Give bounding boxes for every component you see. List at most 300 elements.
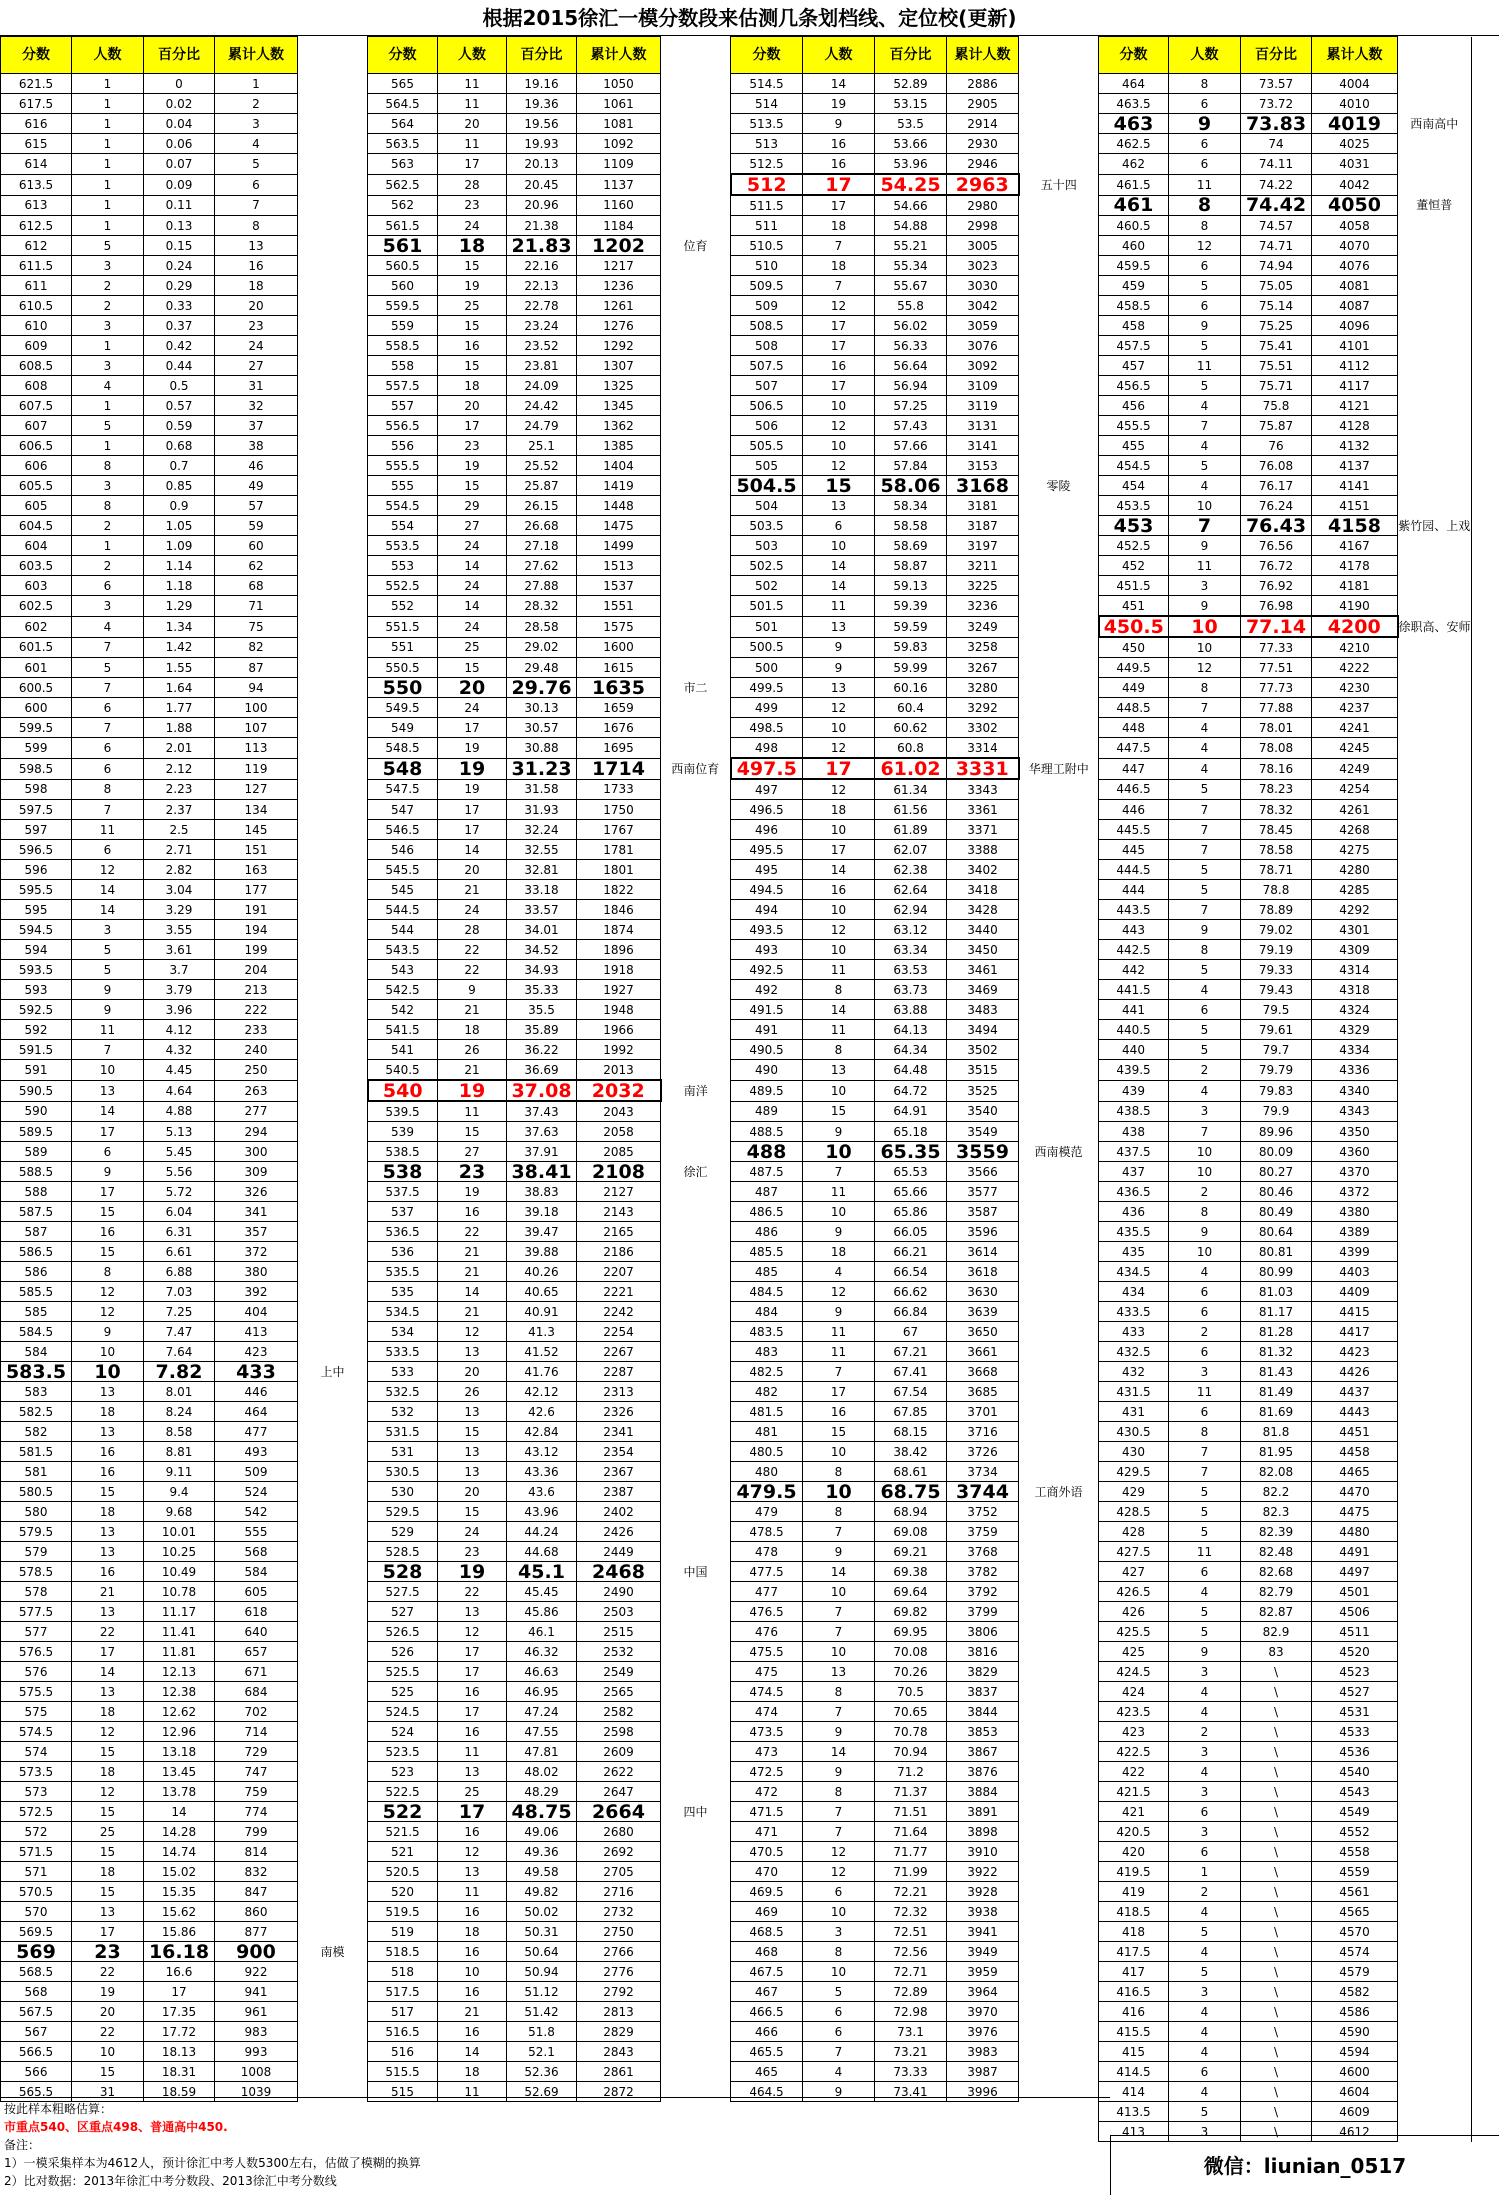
cell-cumulative: 3280 [947, 678, 1019, 698]
cell-score: 542.5 [368, 980, 438, 1000]
cell-count: 4 [803, 1262, 875, 1282]
cell-score: 513 [731, 134, 803, 154]
school-label [1019, 536, 1099, 556]
cell-score: 537.5 [368, 1182, 438, 1202]
cell-percent: 62.64 [875, 880, 947, 900]
cell-cumulative: 1575 [577, 616, 661, 637]
table-row [1, 376, 1472, 396]
cell-cumulative: 2622 [577, 1762, 661, 1782]
cell-count: 2 [1169, 1322, 1241, 1342]
cell-cumulative: 1499 [577, 536, 661, 556]
cell-percent: 79.5 [1241, 1000, 1312, 1020]
school-label [661, 1382, 731, 1402]
cell-percent: 18.31 [144, 2062, 215, 2082]
cell-score: 463.5 [1099, 94, 1169, 114]
cell-score: 493.5 [731, 920, 803, 940]
cell-cumulative: 1081 [577, 114, 661, 134]
cell-cumulative: 107 [215, 718, 298, 738]
school-label [1398, 1322, 1472, 1342]
cell-score: 513.5 [731, 114, 803, 134]
school-label: 中国 [661, 1562, 731, 1582]
cell-cumulative: 3119 [947, 396, 1019, 416]
cell-percent: 42.84 [507, 1422, 577, 1442]
cell-score: 494.5 [731, 880, 803, 900]
cell-cumulative: 119 [215, 758, 298, 779]
cell-cumulative: 1676 [577, 718, 661, 738]
cell-score: 526 [368, 1642, 438, 1662]
cell-percent: 80.09 [1241, 1142, 1312, 1162]
cell-percent: 0.9 [144, 496, 215, 516]
table-row [1, 940, 1472, 960]
cell-cumulative: 4470 [1312, 1482, 1398, 1502]
cell-percent: 8.81 [144, 1442, 215, 1462]
cell-count: 8 [72, 456, 144, 476]
cell-score: 588 [1, 1182, 72, 1202]
cell-cumulative: 1050 [577, 74, 661, 94]
school-label [1019, 738, 1099, 759]
cell-percent: 78.45 [1241, 820, 1312, 840]
cell-cumulative: 983 [215, 2022, 298, 2042]
cell-score: 556.5 [368, 416, 438, 436]
cell-percent: 62.94 [875, 900, 947, 920]
cell-percent: 57.66 [875, 436, 947, 456]
school-label [661, 980, 731, 1000]
cell-score: 465.5 [731, 2042, 803, 2062]
cell-percent: 15.35 [144, 1882, 215, 1902]
cell-score: 448 [1099, 718, 1169, 738]
cell-count: 7 [1169, 1122, 1241, 1142]
cell-cumulative: 4042 [1312, 174, 1398, 195]
school-label [1019, 1382, 1099, 1402]
school-label [661, 1862, 731, 1882]
school-label [298, 880, 368, 900]
table-row [1, 1020, 1472, 1040]
school-label [661, 1462, 731, 1482]
cell-percent: 82.79 [1241, 1582, 1312, 1602]
cell-count: 2 [1169, 1722, 1241, 1742]
cell-count: 5 [1169, 276, 1241, 296]
cell-percent: 67.54 [875, 1382, 947, 1402]
school-label [661, 1942, 731, 1962]
cell-count: 7 [803, 236, 875, 256]
table-row [1, 1262, 1472, 1282]
cell-percent: 4.45 [144, 1060, 215, 1081]
cell-score: 531 [368, 1442, 438, 1462]
cell-cumulative: 4415 [1312, 1302, 1398, 1322]
cell-cumulative: 1276 [577, 316, 661, 336]
school-label [1019, 1462, 1099, 1482]
cell-percent: 32.24 [507, 820, 577, 840]
cell-cumulative: 2207 [577, 1262, 661, 1282]
cell-cumulative: 3837 [947, 1682, 1019, 1702]
cell-count: 10 [803, 1902, 875, 1922]
cell-percent: 31.23 [507, 758, 577, 779]
cell-cumulative: 3418 [947, 880, 1019, 900]
cell-percent: 68.94 [875, 1502, 947, 1522]
cell-count: 3 [1169, 1782, 1241, 1802]
cell-score: 497.5 [731, 758, 803, 779]
cell-cumulative: 3949 [947, 1942, 1019, 1962]
cell-score: 421 [1099, 1802, 1169, 1822]
cell-cumulative: 4050 [1312, 195, 1398, 216]
cell-cumulative: 2013 [577, 1060, 661, 1081]
cell-percent: 61.02 [875, 758, 947, 779]
table-row [1, 758, 1472, 779]
cell-count: 17 [72, 1922, 144, 1942]
cell-count: 21 [438, 1060, 507, 1081]
cell-cumulative: 3302 [947, 718, 1019, 738]
cell-percent: 56.02 [875, 316, 947, 336]
school-label [1019, 779, 1099, 800]
school-label [298, 1982, 368, 2002]
cell-score: 575.5 [1, 1682, 72, 1702]
school-label [661, 396, 731, 416]
cell-score: 607.5 [1, 396, 72, 416]
school-label [661, 356, 731, 376]
cell-cumulative: 233 [215, 1020, 298, 1040]
cell-count: 1 [72, 195, 144, 216]
cell-cumulative: 4141 [1312, 476, 1398, 496]
cell-percent: 43.96 [507, 1502, 577, 1522]
cell-score: 449 [1099, 678, 1169, 698]
cell-cumulative: 4178 [1312, 556, 1398, 576]
cell-percent: 71.51 [875, 1802, 947, 1822]
cell-count: 20 [438, 1482, 507, 1502]
cell-percent: 8.24 [144, 1402, 215, 1422]
cell-score: 584.5 [1, 1322, 72, 1342]
cell-score: 564.5 [368, 94, 438, 114]
school-label [1398, 1262, 1472, 1282]
school-label [298, 436, 368, 456]
cell-percent: 45.1 [507, 1562, 577, 1582]
school-label [298, 616, 368, 637]
cell-percent: 77.73 [1241, 678, 1312, 698]
school-label [298, 738, 368, 759]
school-label [1019, 1642, 1099, 1662]
cell-count: 20 [438, 396, 507, 416]
cell-percent: 70.5 [875, 1682, 947, 1702]
cell-cumulative: 3884 [947, 1782, 1019, 1802]
cell-count: 4 [1169, 1702, 1241, 1722]
school-label [1019, 1762, 1099, 1782]
cell-count: 16 [72, 1442, 144, 1462]
cell-percent: 1.05 [144, 516, 215, 536]
cell-score: 497 [731, 779, 803, 800]
school-label [1398, 1342, 1472, 1362]
cell-percent: 17.72 [144, 2022, 215, 2042]
cell-percent: 31.93 [507, 800, 577, 820]
cell-cumulative: 1781 [577, 840, 661, 860]
cell-count: 17 [438, 1802, 507, 1822]
cell-score: 540 [368, 1080, 438, 1101]
cell-percent: 78.8 [1241, 880, 1312, 900]
cell-percent: 3.79 [144, 980, 215, 1000]
cell-cumulative: 3650 [947, 1322, 1019, 1342]
table-row [1, 1422, 1472, 1442]
cell-cumulative: 2032 [577, 1080, 661, 1101]
school-label [1398, 556, 1472, 576]
cell-percent: 34.52 [507, 940, 577, 960]
cell-score: 470 [731, 1862, 803, 1882]
cell-count: 26 [438, 1040, 507, 1060]
cell-cumulative: 1635 [577, 678, 661, 698]
cell-percent: 2.01 [144, 738, 215, 759]
cell-score: 462 [1099, 154, 1169, 175]
cell-cumulative: 4132 [1312, 436, 1398, 456]
cell-score: 581.5 [1, 1442, 72, 1462]
cell-cumulative: 3141 [947, 436, 1019, 456]
cell-percent: 46.32 [507, 1642, 577, 1662]
cell-cumulative: 1600 [577, 637, 661, 658]
school-label [298, 2002, 368, 2022]
cell-count: 24 [438, 900, 507, 920]
cell-count: 5 [1169, 1502, 1241, 1522]
school-label [1398, 658, 1472, 678]
cell-percent: 79.61 [1241, 1020, 1312, 1040]
cell-count: 9 [72, 1162, 144, 1182]
cell-cumulative: 657 [215, 1642, 298, 1662]
table-row [1, 476, 1472, 496]
cell-cumulative: 618 [215, 1602, 298, 1622]
cell-count: 9 [72, 1322, 144, 1342]
school-label [298, 296, 368, 316]
cell-percent: 7.64 [144, 1342, 215, 1362]
cell-count: 10 [803, 900, 875, 920]
header-percent: 百分比 [507, 37, 577, 74]
cell-score: 414 [1099, 2082, 1169, 2102]
cell-percent: 8.58 [144, 1422, 215, 1442]
table-row [1, 880, 1472, 900]
cell-cumulative: 3494 [947, 1020, 1019, 1040]
cell-percent: 71.64 [875, 1822, 947, 1842]
cell-score: 543.5 [368, 940, 438, 960]
cell-count: 8 [72, 496, 144, 516]
cell-count: 6 [72, 840, 144, 860]
cell-score: 487.5 [731, 1162, 803, 1182]
table-row [1, 1922, 1472, 1942]
cell-count: 10 [803, 1962, 875, 1982]
cell-cumulative: 204 [215, 960, 298, 980]
cell-percent: 27.18 [507, 536, 577, 556]
cell-cumulative: 413 [215, 1322, 298, 1342]
cell-cumulative: 404 [215, 1302, 298, 1322]
cell-percent: 59.83 [875, 637, 947, 658]
cell-percent: 81.49 [1241, 1382, 1312, 1402]
cell-count: 10 [803, 1642, 875, 1662]
school-label [1398, 2042, 1472, 2062]
cell-count: 5 [803, 1982, 875, 2002]
cell-cumulative: 3976 [947, 2022, 1019, 2042]
cell-score: 567.5 [1, 2002, 72, 2022]
cell-percent: 71.37 [875, 1782, 947, 1802]
table-row [1, 1342, 1472, 1362]
cell-percent: 15.86 [144, 1922, 215, 1942]
cell-percent: 50.94 [507, 1962, 577, 1982]
cell-percent: 14.28 [144, 1822, 215, 1842]
cell-count: 11 [438, 1742, 507, 1762]
cell-percent: \ [1241, 1862, 1312, 1882]
cell-count: 1 [72, 536, 144, 556]
school-label [1398, 940, 1472, 960]
school-label [1019, 980, 1099, 1000]
table-row [1, 658, 1472, 678]
cell-count: 18 [438, 2062, 507, 2082]
school-label [661, 1000, 731, 1020]
school-label [661, 456, 731, 476]
cell-percent: 58.58 [875, 516, 947, 536]
school-label [1398, 678, 1472, 698]
cell-percent: 52.69 [507, 2082, 577, 2102]
cell-score: 611 [1, 276, 72, 296]
cell-cumulative: 1385 [577, 436, 661, 456]
cell-percent: 9.11 [144, 1462, 215, 1482]
cell-cumulative: 163 [215, 860, 298, 880]
cell-count: 3 [72, 920, 144, 940]
cell-count: 13 [438, 1462, 507, 1482]
cell-count: 10 [803, 718, 875, 738]
cell-count: 4 [1169, 1582, 1241, 1602]
cell-cumulative: 684 [215, 1682, 298, 1702]
cell-cumulative: 4600 [1312, 2062, 1398, 2082]
cell-count: 8 [803, 1782, 875, 1802]
cell-cumulative: 2354 [577, 1442, 661, 1462]
cell-cumulative: 4570 [1312, 1922, 1398, 1942]
cell-percent: 73.72 [1241, 94, 1312, 114]
cell-percent: 5.13 [144, 1122, 215, 1142]
cell-percent: 58.34 [875, 496, 947, 516]
header-score: 分数 [731, 37, 803, 74]
cell-count: 10 [803, 1202, 875, 1222]
school-label [661, 840, 731, 860]
cell-count: 5 [1169, 880, 1241, 900]
cell-count: 27 [438, 516, 507, 536]
cell-cumulative: 2930 [947, 134, 1019, 154]
cell-count: 5 [1169, 456, 1241, 476]
cell-percent: 75.87 [1241, 416, 1312, 436]
cell-percent: 82.68 [1241, 1562, 1312, 1582]
cell-score: 446 [1099, 800, 1169, 820]
table-row [1, 2002, 1472, 2022]
cell-score: 532.5 [368, 1382, 438, 1402]
school-label [298, 174, 368, 195]
cell-score: 562.5 [368, 174, 438, 195]
cell-score: 424.5 [1099, 1662, 1169, 1682]
cell-count: 16 [803, 356, 875, 376]
cell-score: 434.5 [1099, 1262, 1169, 1282]
cell-count: 15 [72, 1242, 144, 1262]
cell-percent: 0.7 [144, 456, 215, 476]
cell-count: 5 [1169, 1040, 1241, 1060]
cell-score: 521.5 [368, 1822, 438, 1842]
cell-cumulative: 3371 [947, 820, 1019, 840]
cell-score: 433.5 [1099, 1302, 1169, 1322]
cell-percent: 12.38 [144, 1682, 215, 1702]
cell-count: 7 [803, 276, 875, 296]
school-label: 西南模范 [1019, 1142, 1099, 1162]
cell-score: 554 [368, 516, 438, 536]
school-label [1398, 1862, 1472, 1882]
cell-percent: 59.39 [875, 596, 947, 617]
school-label: 四中 [661, 1802, 731, 1822]
cell-cumulative: 2872 [577, 2082, 661, 2102]
cell-count: 13 [438, 1602, 507, 1622]
cell-cumulative: 18 [215, 276, 298, 296]
cell-percent: 4.12 [144, 1020, 215, 1040]
cell-cumulative: 4181 [1312, 576, 1398, 596]
cell-score: 435 [1099, 1242, 1169, 1262]
cell-score: 521 [368, 1842, 438, 1862]
cell-count: 16 [72, 1562, 144, 1582]
cell-score: 560 [368, 276, 438, 296]
cell-percent: 82.2 [1241, 1482, 1312, 1502]
cell-cumulative: 392 [215, 1282, 298, 1302]
cell-score: 484.5 [731, 1282, 803, 1302]
cell-percent: 65.18 [875, 1122, 947, 1142]
cell-percent: 71.77 [875, 1842, 947, 1862]
cell-count: 17 [803, 1382, 875, 1402]
cell-percent: 0.06 [144, 134, 215, 154]
cell-percent: 2.82 [144, 860, 215, 880]
cell-percent: 2.23 [144, 779, 215, 800]
school-label [661, 1622, 731, 1642]
cell-score: 419 [1099, 1882, 1169, 1902]
cell-score: 486 [731, 1222, 803, 1242]
table-row [1, 1582, 1472, 1602]
cell-score: 511.5 [731, 195, 803, 216]
cell-score: 453.5 [1099, 496, 1169, 516]
school-label [298, 236, 368, 256]
table-row [1, 456, 1472, 476]
cell-percent: 79.79 [1241, 1060, 1312, 1081]
school-label [298, 900, 368, 920]
school-label [661, 1982, 731, 2002]
cell-cumulative: 2468 [577, 1562, 661, 1582]
cell-score: 512.5 [731, 154, 803, 175]
cell-percent: 79.02 [1241, 920, 1312, 940]
cell-count: 9 [803, 2082, 875, 2102]
cell-cumulative: 4609 [1312, 2102, 1398, 2122]
cell-score: 518.5 [368, 1942, 438, 1962]
cell-score: 480.5 [731, 1442, 803, 1462]
cell-score: 471 [731, 1822, 803, 1842]
cell-score: 434 [1099, 1282, 1169, 1302]
header-cumulative: 累计人数 [215, 37, 298, 74]
cell-cumulative: 3502 [947, 1040, 1019, 1060]
cell-percent: 56.33 [875, 336, 947, 356]
cell-score: 582.5 [1, 1402, 72, 1422]
cell-score: 486.5 [731, 1202, 803, 1222]
school-label [1019, 1000, 1099, 1020]
cell-score: 489.5 [731, 1080, 803, 1101]
cell-count: 22 [438, 940, 507, 960]
cell-cumulative: 4087 [1312, 296, 1398, 316]
table-row [1, 1942, 1472, 1962]
cell-count: 9 [803, 637, 875, 658]
cell-count: 15 [72, 1742, 144, 1762]
cell-cumulative: 3388 [947, 840, 1019, 860]
cell-percent: 78.16 [1241, 758, 1312, 779]
school-label [661, 296, 731, 316]
cell-percent: 77.51 [1241, 658, 1312, 678]
cell-percent: \ [1241, 1762, 1312, 1782]
school-label [298, 1322, 368, 1342]
cell-score: 475 [731, 1662, 803, 1682]
cell-cumulative: 3853 [947, 1722, 1019, 1742]
cell-cumulative: 759 [215, 1782, 298, 1802]
cell-cumulative: 3076 [947, 336, 1019, 356]
cell-count: 18 [72, 1502, 144, 1522]
school-label [1019, 376, 1099, 396]
